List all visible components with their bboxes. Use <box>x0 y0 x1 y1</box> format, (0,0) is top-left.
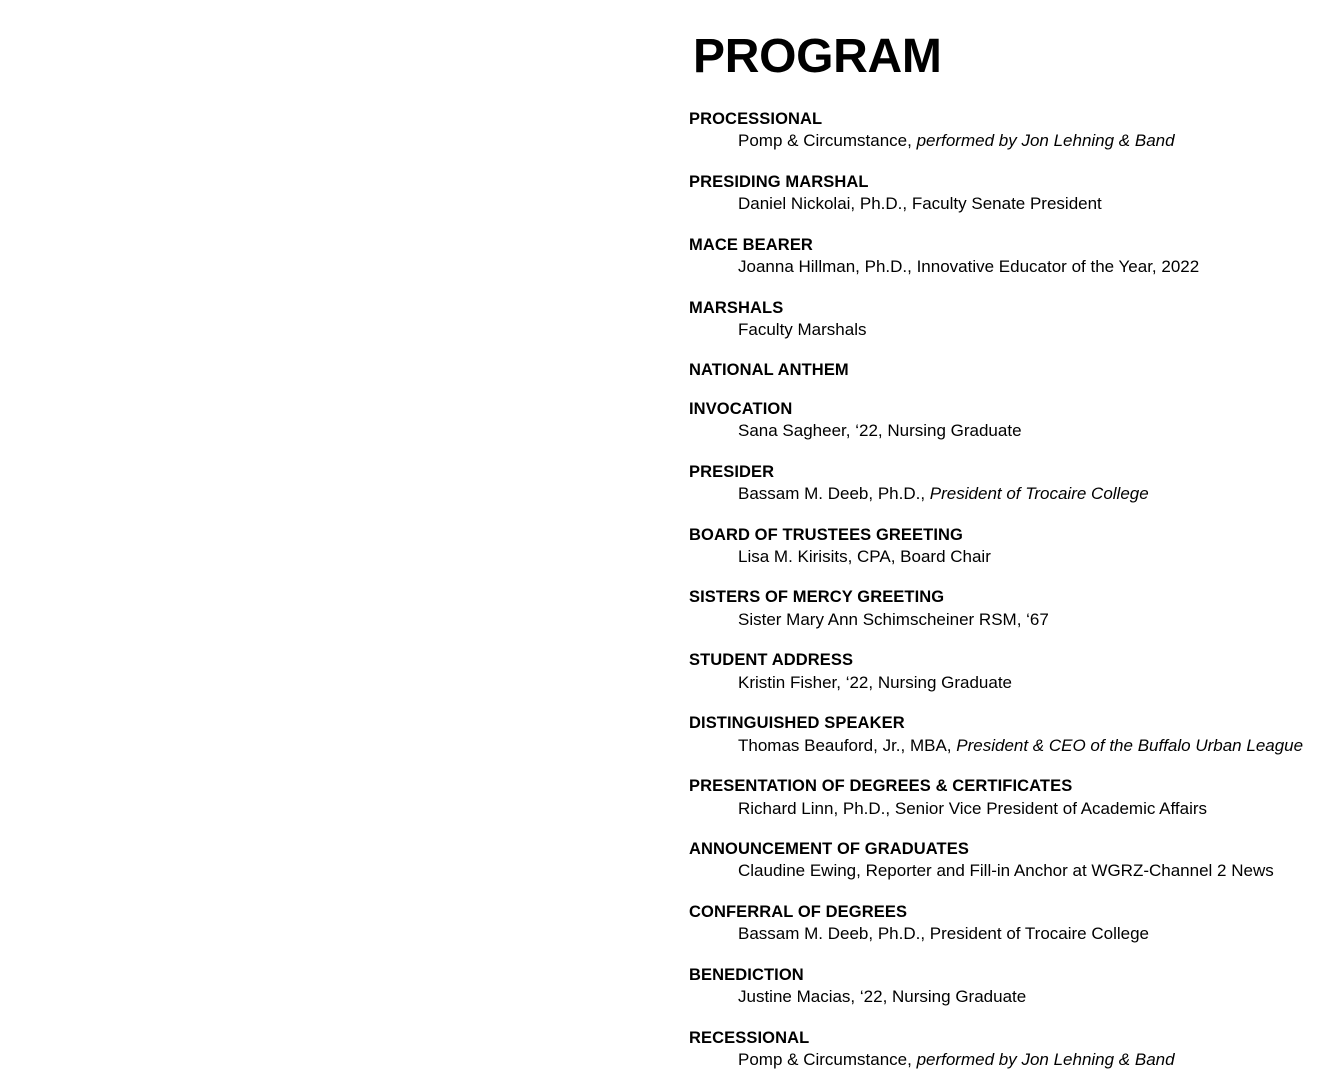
program-entry <box>689 236 1309 278</box>
program-entry <box>689 299 1309 341</box>
program-entry-detail-role: performed by Jon Lehning & Band <box>917 131 1175 150</box>
program-entry-heading: MARSHALS <box>689 299 1309 318</box>
program-entry-heading: PROCESSIONAL <box>689 110 1309 129</box>
program-entry-heading: BOARD OF TRUSTEES GREETING <box>689 526 1309 545</box>
program-entry-detail-name: Joanna Hillman, Ph.D., Innovative Educator of the Year, 2022 <box>738 257 1199 276</box>
program-entry-detail-name: Justine Macias, ‘22, Nursing Graduate <box>738 987 1026 1006</box>
program-entry <box>689 777 1309 819</box>
program-entry <box>689 588 1309 630</box>
program-entry-detail <box>738 320 1309 340</box>
program-entry-detail-role: performed by Jon Lehning & Band <box>917 1050 1175 1069</box>
program-entry-detail-name: Daniel Nickolai, Ph.D., Faculty Senate President <box>738 194 1102 213</box>
program-entry <box>689 173 1309 215</box>
program-entry-detail <box>738 799 1309 819</box>
program-entry <box>689 714 1309 756</box>
program-entry-heading: STUDENT ADDRESS <box>689 651 1309 670</box>
program-entry-detail-name: Pomp & Circumstance, <box>738 1050 917 1069</box>
program-entry-detail <box>738 861 1309 881</box>
program-entry-detail <box>738 736 1309 756</box>
program-entry-detail-name: Pomp & Circumstance, <box>738 131 917 150</box>
program-entry-detail <box>738 484 1309 504</box>
program-entry-detail-role: President & CEO of the Buffalo Urban League <box>956 736 1303 755</box>
program-entry <box>689 903 1309 945</box>
program-entry-detail <box>738 131 1309 151</box>
program-entry-detail-name: Claudine Ewing, Reporter and Fill-in Anchor at WGRZ-Channel 2 News <box>738 861 1274 880</box>
program-entry-detail-name: Kristin Fisher, ‘22, Nursing Graduate <box>738 673 1012 692</box>
program-entry-heading: INVOCATION <box>689 400 1309 419</box>
program-entry-detail-name: Bassam M. Deeb, Ph.D., <box>738 484 930 503</box>
program-entry-detail <box>738 547 1309 567</box>
program-entry-detail-name: Bassam M. Deeb, Ph.D., President of Trocaire College <box>738 924 1149 943</box>
program-entry-detail <box>738 1050 1309 1070</box>
program-entry-detail-name: Sister Mary Ann Schimscheiner RSM, ‘67 <box>738 610 1049 629</box>
program-entry <box>689 361 1309 380</box>
program-entry <box>689 966 1309 1008</box>
program-entry-list <box>689 110 1309 1070</box>
program-entry-heading: CONFERRAL OF DEGREES <box>689 903 1309 922</box>
program-entry-detail <box>738 421 1309 441</box>
page-title: PROGRAM <box>693 33 1309 81</box>
program-entry-heading: SISTERS OF MERCY GREETING <box>689 588 1309 607</box>
program-entry-detail <box>738 673 1309 693</box>
program-entry-heading: BENEDICTION <box>689 966 1309 985</box>
program-entry-detail-name: Sana Sagheer, ‘22, Nursing Graduate <box>738 421 1022 440</box>
program-entry-detail-name: Lisa M. Kirisits, CPA, Board Chair <box>738 547 991 566</box>
program-entry <box>689 1029 1309 1070</box>
program-entry-heading: DISTINGUISHED SPEAKER <box>689 714 1309 733</box>
program-content <box>689 33 1309 1070</box>
program-entry-heading: PRESENTATION OF DEGREES & CERTIFICATES <box>689 777 1309 796</box>
program-entry-heading: ANNOUNCEMENT OF GRADUATES <box>689 840 1309 859</box>
program-entry <box>689 526 1309 568</box>
program-entry-detail-name: Faculty Marshals <box>738 320 866 339</box>
program-entry-detail-name: Richard Linn, Ph.D., Senior Vice President of Academic Affairs <box>738 799 1207 818</box>
program-entry-detail-role: President of Trocaire College <box>930 484 1149 503</box>
program-entry-heading: MACE BEARER <box>689 236 1309 255</box>
program-entry-detail <box>738 610 1309 630</box>
program-entry <box>689 463 1309 505</box>
program-entry-heading: RECESSIONAL <box>689 1029 1309 1048</box>
program-entry-heading: PRESIDER <box>689 463 1309 482</box>
program-entry-detail <box>738 257 1309 277</box>
program-entry-detail <box>738 987 1309 1007</box>
program-entry-detail <box>738 194 1309 214</box>
program-entry-detail <box>738 924 1309 944</box>
program-entry-heading: NATIONAL ANTHEM <box>689 361 1309 380</box>
program-entry <box>689 840 1309 882</box>
program-entry <box>689 110 1309 152</box>
program-entry <box>689 400 1309 442</box>
program-entry-heading: PRESIDING MARSHAL <box>689 173 1309 192</box>
program-entry <box>689 651 1309 693</box>
program-entry-detail-name: Thomas Beauford, Jr., MBA, <box>738 736 956 755</box>
